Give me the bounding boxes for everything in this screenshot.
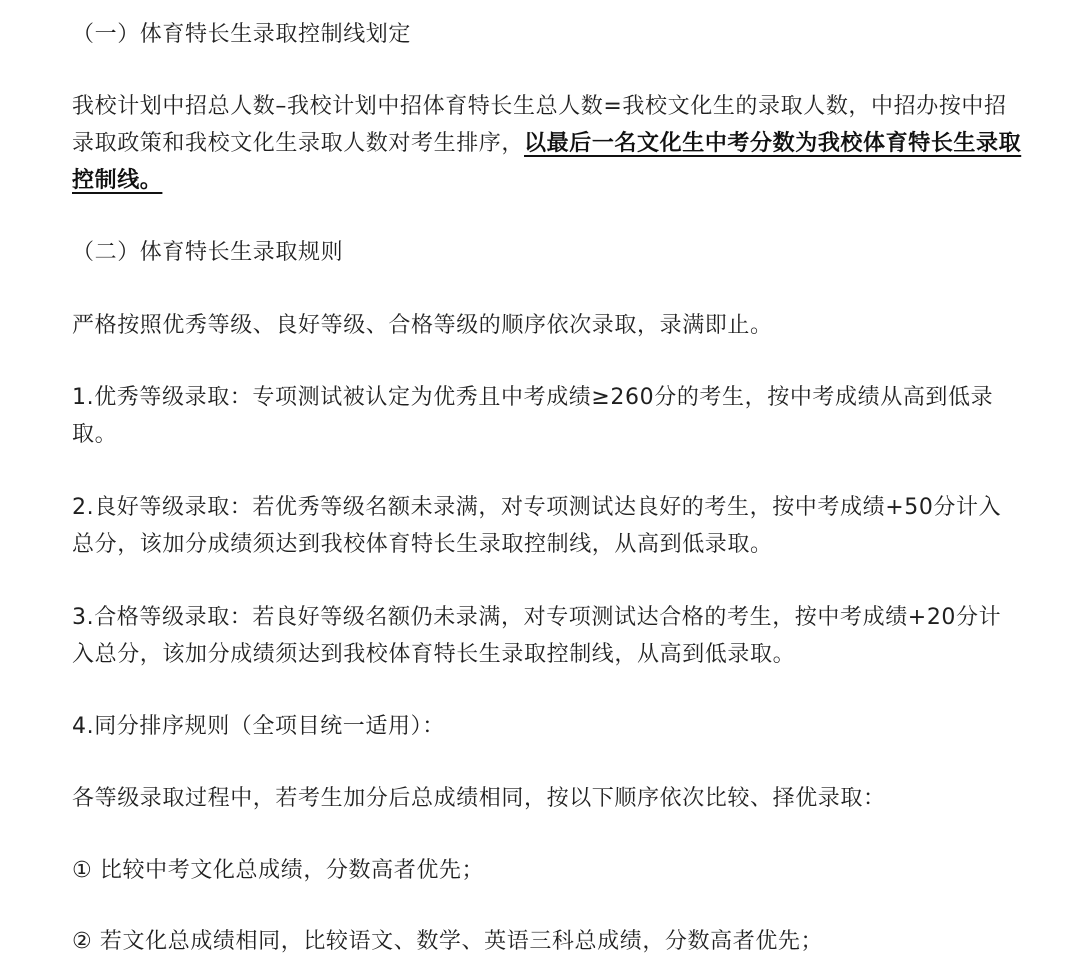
tie-break-item-2: ② 若文化总成绩相同，比较语文、数学、英语三科总成绩，分数高者优先； [72,929,824,954]
paragraph-tie-break: 各等级录取过程中，若考生加分后总成绩相同，按以下顺序依次比较、择优录取： [72,786,886,811]
tie-break-item-1: ① 比较中考文化总成绩，分数高者优先； [72,858,485,883]
paragraph-control-line [72,88,1022,199]
rule-tie-break-heading: 4.同分排序规则（全项目统一适用）： [72,714,445,739]
paragraph-control-line-text: 我校计划中招总人数–我校计划中招体育特长生总人数=我校文化生的录取人数，中招办按中招录取政策和我校文化生录取人数对考生排序， [72,94,1007,156]
paragraph-admission-order: 严格按照优秀等级、良好等级、合格等级的顺序依次录取，录满即止。 [72,313,773,338]
paragraph-control-line-emphasis: 以最后一名文化生中考分数为我校体育特长生录取控制线。 [72,131,1022,193]
rule-qualified: 3.合格等级录取：若良好等级名额仍未录满，对专项测试达合格的考生，按中考成绩+20分计入总分，该加分成绩须达到我校体育特长生录取控制线，从高到低录取。 [72,605,1002,667]
rule-excellent: 1.优秀等级录取：专项测试被认定为优秀且中考成绩≥260分的考生，按中考成绩从高到低录取。 [72,385,994,447]
rule-good: 2.良好等级录取：若优秀等级名额未录满，对专项测试达良好的考生，按中考成绩+50分计入总分，该加分成绩须达到我校体育特长生录取控制线，从高到低录取。 [72,495,1002,557]
section-heading-2: （二）体育特长生录取规则 [72,240,344,265]
section-heading-1: （一）体育特长生录取控制线划定 [72,22,412,47]
